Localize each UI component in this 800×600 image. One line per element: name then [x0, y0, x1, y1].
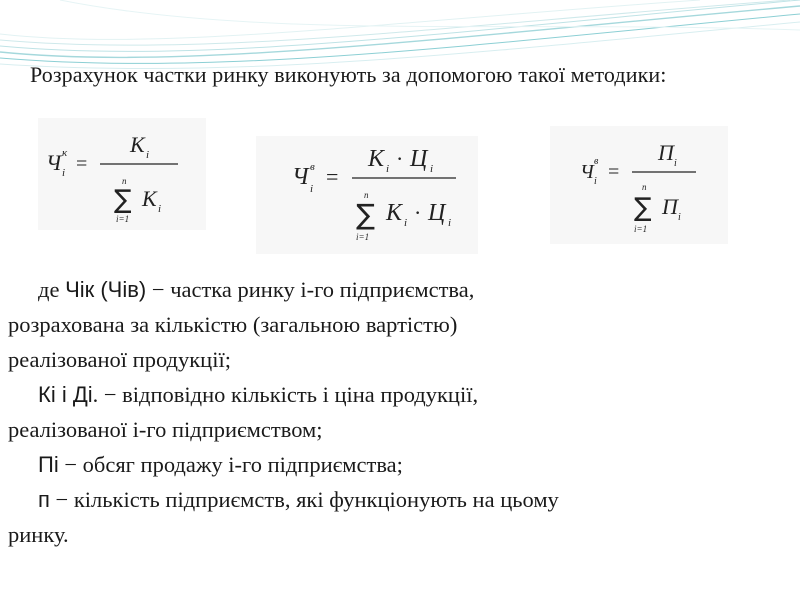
- f1-den-top: n: [122, 176, 127, 186]
- f3-den-sub: i: [678, 212, 681, 223]
- d2-line1: . − відповідно кількість і ціна продукції,: [92, 382, 479, 407]
- f1-den-sub: i: [158, 203, 162, 215]
- f2-den-dot: ·: [414, 200, 422, 225]
- formula-value-share: [256, 136, 478, 254]
- f1-sum-symbol: ∑: [114, 185, 132, 215]
- definition-quantity-price: [8, 377, 792, 412]
- d4-symbol: п: [38, 487, 50, 512]
- f3-lhs-sub: i: [594, 176, 597, 187]
- f2-den-bot: i=1: [356, 232, 370, 242]
- svg-text:=: =: [608, 161, 620, 183]
- svg-text:=: =: [326, 164, 339, 189]
- f3-den-var: П: [662, 194, 678, 219]
- d1-prefix: де: [38, 277, 66, 302]
- f2-den-b: Ц: [428, 200, 446, 226]
- d1-symbol: Чік (Чів): [65, 277, 147, 302]
- f3-sum-symbol: ∑: [634, 193, 652, 223]
- d4-line2: ринку.: [8, 522, 69, 547]
- d3-symbol: Пі: [38, 452, 59, 477]
- f1-num: K: [130, 132, 145, 157]
- f2-den-b-sub: i: [448, 217, 452, 229]
- f1-den-var: K: [142, 186, 157, 211]
- f1-lhs: Ч: [46, 150, 62, 175]
- f3-lhs: Ч: [580, 161, 594, 183]
- f1-den-bot: i=1: [116, 214, 130, 224]
- definition-sales-volume: [8, 447, 792, 482]
- f3-den-top: n: [642, 182, 647, 192]
- formula-sales-share: [550, 126, 728, 244]
- f3-den-bot: i=1: [634, 224, 648, 234]
- f2-den-a: K: [386, 200, 403, 226]
- d2-symbol: Кі і Ді: [38, 382, 93, 407]
- definition-market-share: [8, 272, 792, 307]
- d1-line1: − частка ринку і-го підприємства,: [146, 277, 475, 302]
- definitions-block: [8, 272, 792, 552]
- d3-line1: − обсяг продажу і-го підприємства;: [58, 452, 403, 477]
- d4-line1: − кількість підприємств, які функціонують на цьому: [49, 487, 559, 512]
- f3-num-sub: i: [674, 158, 677, 169]
- f1-num-sub: i: [146, 149, 150, 161]
- f2-num-dot: ·: [396, 146, 404, 171]
- decorative-header-lines: [0, 0, 800, 110]
- d2-line2: реалізованої і-го підприємством;: [8, 417, 323, 442]
- f2-num-b-sub: i: [430, 163, 434, 175]
- f1-lhs-sup: к: [62, 147, 68, 159]
- f2-num-b: Ц: [410, 146, 428, 172]
- f2-sum-symbol: ∑: [356, 198, 375, 231]
- d1-line2: розрахована за кількістю (загальною вартістю): [8, 312, 458, 337]
- f2-lhs-sub: i: [310, 183, 314, 195]
- f1-lhs-sub: i: [62, 167, 66, 179]
- f2-den-top: n: [364, 190, 369, 200]
- intro-text: Розрахунок частки ринку виконують за допомогою такої методики:: [30, 62, 667, 87]
- svg-text:=: =: [76, 153, 88, 175]
- f2-lhs-sup: в: [310, 161, 315, 173]
- formula-quantity-share: [38, 118, 206, 230]
- f3-num: П: [658, 140, 674, 165]
- definition-enterprise-count: [8, 482, 792, 517]
- f2-num-a-sub: i: [386, 163, 390, 175]
- f3-lhs-sup: в: [594, 156, 599, 167]
- f2-num-a: K: [368, 146, 385, 172]
- d1-line3: реалізованої продукції;: [8, 347, 231, 372]
- f2-den-a-sub: i: [404, 217, 408, 229]
- f2-lhs: Ч: [292, 164, 309, 190]
